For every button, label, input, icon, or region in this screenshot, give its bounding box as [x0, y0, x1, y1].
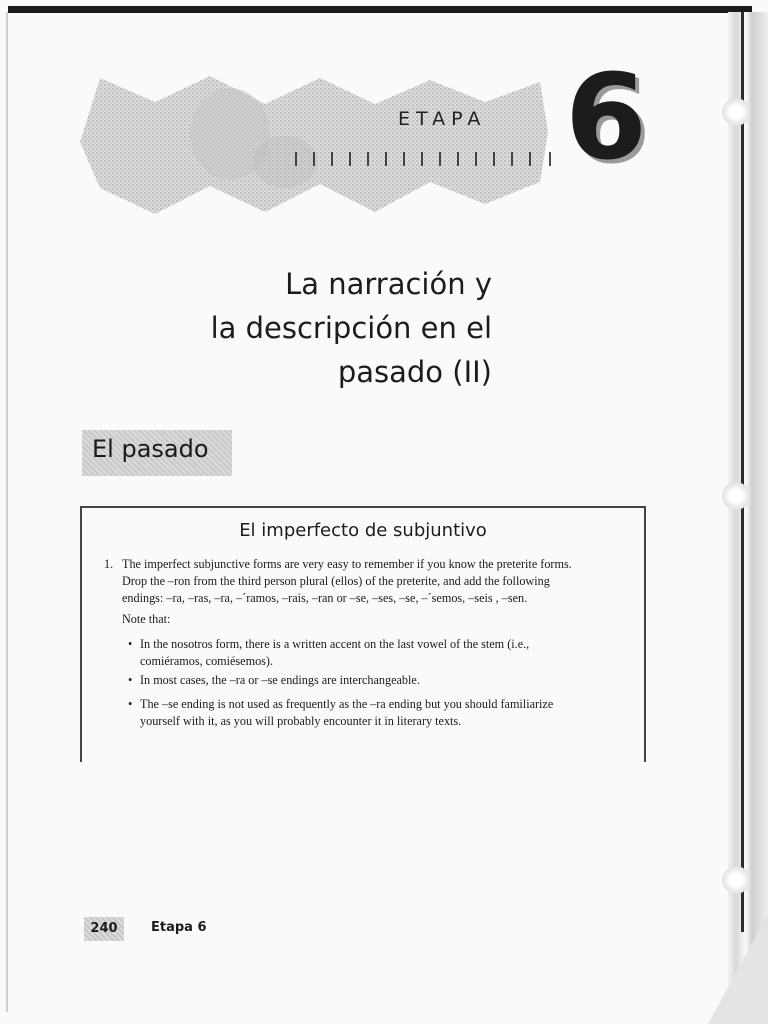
banner-zigzag-graphic: [80, 72, 550, 216]
section-header-label: El pasado: [92, 435, 209, 463]
bullet-icon: •: [128, 673, 133, 687]
chapter-number: 6: [565, 48, 648, 186]
page-number: 240: [84, 917, 124, 941]
bullet-line: The –se ending is not used as frequently as the –ra ending but you should familiarize: [140, 697, 554, 711]
grammar-box-title: El imperfecto de subjuntivo: [239, 520, 487, 541]
bullet-icon: •: [128, 637, 133, 651]
etapa-label: ETAPA: [398, 108, 487, 130]
page-left-edge: [6, 12, 8, 1012]
rule-text-line: The imperfect subjunctive forms are very easy to remember if you know the preterite forms.: [122, 557, 572, 571]
bullet-line: yourself with it, as you will probably encounter it in literary texts.: [140, 714, 462, 728]
page-top-border: [8, 6, 752, 13]
bullet-text: [140, 636, 618, 670]
page-right-border: [741, 12, 744, 932]
note-label: Note that:: [122, 612, 171, 626]
bullet-icon: •: [128, 697, 133, 711]
chapter-title: [150, 262, 492, 394]
section-header: [82, 430, 232, 476]
bullet-text: [140, 696, 618, 730]
bullet-text: [140, 672, 618, 689]
page-corner-fold: [708, 914, 768, 1024]
binder-hole-icon: [722, 866, 750, 894]
bullet-line: comiéramos, comiésemos).: [140, 654, 274, 668]
bullet-line: In most cases, the –ra or –se endings are interchangeable.: [140, 673, 420, 687]
chapter-banner: [80, 72, 550, 216]
chapter-title-line: La narración y: [285, 267, 492, 301]
rule-text-line: endings: –ra, –ras, –ra, –´ramos, –rais, –ran or –se, –ses, –se, –´semos, –seis , –sen.: [122, 591, 528, 605]
grammar-box: [80, 506, 646, 762]
chapter-title-line: pasado (II): [337, 355, 492, 389]
binder-hole-icon: [722, 98, 750, 126]
rule-text-line: Drop the –ron from the third person plural (ellos) of the preterite, and add the following: [122, 574, 550, 588]
banner-tick-marks: [294, 150, 556, 168]
rule-text: [122, 556, 632, 607]
chapter-title-line: la descripción en el: [210, 311, 492, 345]
binder-hole-icon: [722, 482, 750, 510]
rule-number: 1.: [104, 557, 114, 571]
footer-label: Etapa 6: [151, 920, 207, 935]
bullet-line: In the nosotros form, there is a written accent on the last vowel of the stem (i.e.,: [140, 637, 530, 651]
